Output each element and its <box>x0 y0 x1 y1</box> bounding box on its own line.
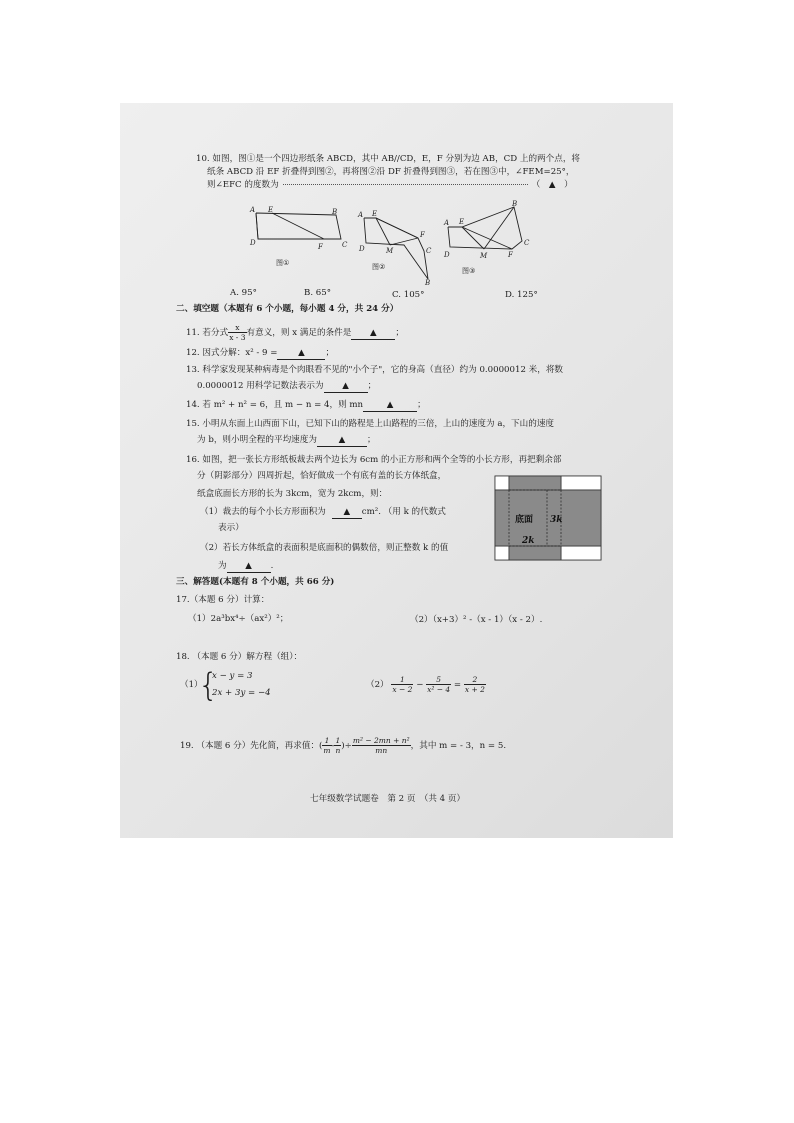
fig3-point-f: F <box>508 251 513 259</box>
q14-answer-blank: ▲ <box>363 399 417 412</box>
page-footer: 七年级数学试题卷 第 2 页 （共 4 页） <box>310 794 466 804</box>
q14: 14. 若 m² + n² = 6，且 m − n = 4，则 mn ▲ ； <box>186 400 426 410</box>
fig3-point-d: D <box>444 251 450 259</box>
fig1-point-c: C <box>342 241 348 249</box>
q15-line1: 15. 小明从东面上山西面下山，已知下山的路程是上山路程的三倍，上山的速度为 a，下山的速度 <box>186 419 555 429</box>
q11-fraction: $\frac{x}{x - 3}$ <box>229 323 246 342</box>
q19: 19. （本题 6 分）先化简，再求值：( $\frac{1}{m}$ - $\frac{1}{n}$ )÷ $\frac{\text{m² − 2mn + n²}}{mn}$ ，其中 m = - 3，n = 5. <box>180 736 507 755</box>
q18-part2: （2） $\frac{1}{x - 2}$ − $\frac{5}{\text{x² − 4}}$ = $\frac{2}{x + 2}$ <box>366 675 485 694</box>
q16-part1: （1）裁去的每个小长方形面积为 ▲ cm². （用 k 的代数式 <box>200 507 446 517</box>
fig1-point-e: E <box>268 206 274 214</box>
q15-answer-blank: ▲ <box>317 434 367 447</box>
q12: 12. 因式分解：x² - 9 = ▲ ； <box>186 348 335 358</box>
section-2-title: 二、填空题（本题有 6 个小题，每小题 4 分，共 24 分） <box>176 304 399 314</box>
q18-system-brace: { <box>198 666 219 704</box>
q10-line1: 10. 如图，图①是一个四边形纸条 ABCD，其中 AB//CD，E，F 分别为边 AB，CD 上的两个点，将 <box>196 154 581 164</box>
q10-figure-2 <box>356 203 436 285</box>
q13-line2: 0.0000012 用科学记数法表示为 ▲ ； <box>197 381 377 391</box>
q10-option-d: D. 125° <box>505 290 538 300</box>
q18-equation-1: x − y = 3 <box>212 671 253 681</box>
q16-part1-blank: ▲ <box>332 506 362 519</box>
fig2-point-m: M <box>386 247 394 255</box>
fig3-point-b: B <box>512 200 518 208</box>
q16-fig-base-label: 底面 <box>515 515 534 525</box>
q17-heading: 17.（本题 6 分）计算： <box>176 595 270 605</box>
q18-equation-2: 2x + 3y = −4 <box>212 688 271 698</box>
fig1-point-b: B <box>332 208 338 216</box>
fig2-point-a: A <box>358 211 364 219</box>
q10-option-b: B. 65° <box>304 288 332 298</box>
scanned-page <box>120 103 673 838</box>
q17-part2: （2）（x+3）² -（x - 1）（x - 2）. <box>410 615 543 625</box>
q16-fig-2k-label: 2k <box>522 536 535 546</box>
fig1-point-f: F <box>318 243 323 251</box>
fig2-point-d: D <box>359 245 365 253</box>
fig2-point-b: B <box>425 279 431 287</box>
q19-frac-1-m: $\frac{1}{m}$ <box>323 736 331 755</box>
q16-part2: （2）若长方体纸盒的表面积是底面积的偶数倍，则正整数 k 的值 <box>200 543 449 553</box>
q18-frac-3: $\frac{2}{x + 2}$ <box>464 675 485 694</box>
q10-line2: 纸条 ABCD 沿 EF 折叠得到图②，再将图②沿 DF 折叠得到图③，若在图③中，∠FEM=25°， <box>207 167 575 177</box>
q10-bracket: （ ▲ ） <box>531 180 573 190</box>
q19-frac-2: $\frac{\text{m² − 2mn + n²}}{mn}$ <box>352 736 410 755</box>
q16-part2-answer: 为 ▲ . <box>218 561 274 571</box>
q16-part1-note: 表示） <box>218 523 244 533</box>
fig2-point-e: E <box>372 210 378 218</box>
q12-answer-blank: ▲ <box>277 347 325 360</box>
q19-frac-1-n: $\frac{1}{n}$ <box>335 736 341 755</box>
q11-answer-blank: ▲ <box>351 327 395 340</box>
q18-frac-2: $\frac{5}{\text{x² − 4}}$ <box>427 675 451 694</box>
q10-option-c: C. 105° <box>392 290 425 300</box>
fig2-point-c: C <box>426 247 432 255</box>
q15-line2: 为 b，则小明全程的平均速度为 ▲ ； <box>197 435 376 445</box>
fig3-point-c: C <box>524 239 530 247</box>
fig2-caption: 图② <box>372 263 386 271</box>
q13-answer-blank: ▲ <box>324 380 368 393</box>
q16-line2: 分（阴影部分）四周折起，恰好做成一个有底有盖的长方体纸盒， <box>197 471 447 481</box>
fig3-caption: 图③ <box>462 267 476 275</box>
section-3-title: 三、解答题(本题有 8 个小题，共 66 分) <box>176 577 335 587</box>
q18-frac-1: $\frac{1}{x - 2}$ <box>392 675 413 694</box>
q16-part2-blank: ▲ <box>227 560 271 573</box>
q10-figure-1 <box>246 203 346 271</box>
q18-heading: 18. （本题 6 分）解方程（组）： <box>176 652 303 662</box>
fig2-point-f: F <box>420 231 425 239</box>
fig3-point-m: M <box>480 252 488 260</box>
q13-line1: 13. 科学家发现某种病毒是个肉眼看不见的"小个子"，它的身高（直径）约为 0.0000012 米，将数 <box>186 365 564 375</box>
fig1-caption: 图① <box>276 259 290 267</box>
fig3-point-e: E <box>459 218 465 226</box>
q17-part1: （1）2a³bx⁴÷（ax²）²； <box>188 614 289 624</box>
q16-line1: 16. 如图，把一张长方形纸板裁去两个边长为 6cm 的小正方形和两个全等的小长方形，再把剩余部 <box>186 455 562 465</box>
q16-fig-3k-label: 3k <box>550 515 563 525</box>
q11: 11. 若分式 $\frac{x}{x - 3}$ 有意义，则 x 满足的条件是 ▲ ； <box>186 323 404 342</box>
q10-figure-3 <box>442 199 537 277</box>
fig1-point-d: D <box>250 239 256 247</box>
q10-line3: 则∠EFC 的度数为 （ ▲ ） <box>207 180 573 190</box>
q10-option-a: A. 95° <box>230 288 257 298</box>
q16-box-net-figure <box>494 475 602 561</box>
q18-part1-label: （1） <box>180 680 203 690</box>
fig1-point-a: A <box>250 206 256 214</box>
fig3-point-a: A <box>444 219 450 227</box>
q16-line3: 纸盒底面长方形的长为 3kcm，宽为 2kcm，则： <box>197 489 388 499</box>
